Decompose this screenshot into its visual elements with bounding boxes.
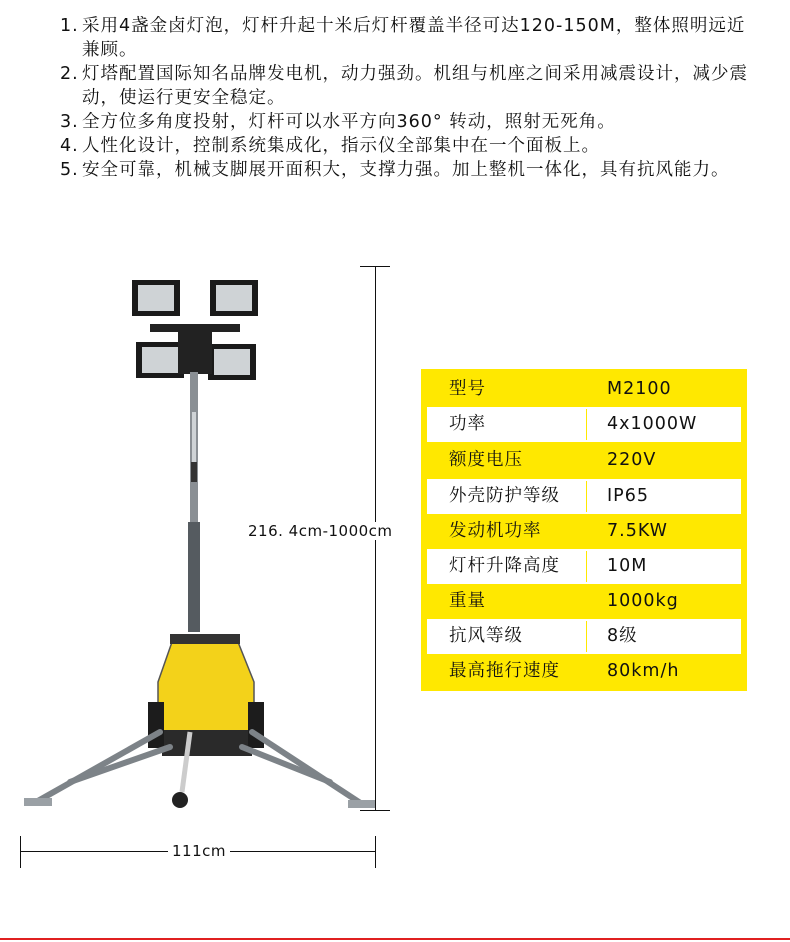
width-dim-left-tick: [20, 836, 21, 868]
spec-label: 外壳防护等级: [449, 486, 560, 506]
feature-text: 全方位多角度投射，灯杆可以水平方向360° 转动，照射无死角。: [82, 112, 616, 132]
spec-row: [421, 443, 747, 478]
mast: [188, 372, 200, 632]
width-dimension-label: 111cm: [168, 842, 230, 860]
spec-value: 10M: [607, 556, 648, 576]
bottom-rule: [0, 938, 790, 940]
spec-row: [421, 584, 747, 619]
lamp-heads: [132, 280, 258, 380]
spec-value: M2100: [607, 379, 672, 399]
feature-text: 人性化设计，控制系统集成化，指示仪全部集中在一个面板上。: [82, 136, 600, 156]
spec-row: [421, 514, 747, 549]
feature-number: 5.: [60, 160, 79, 180]
spec-table: [421, 369, 747, 691]
feature-number: 1.: [60, 16, 79, 36]
spec-label: 抗风等级: [449, 626, 523, 646]
spec-row: [427, 549, 741, 584]
spec-row: [427, 407, 741, 442]
feature-item: [60, 134, 760, 158]
spec-value: IP65: [607, 486, 649, 506]
height-dimension-label: 216. 4cm-1000cm: [248, 522, 393, 540]
feature-number: 2.: [60, 64, 79, 84]
feature-text: 安全可靠，机械支脚展开面积大，支撑力强。加上整机一体化，具有抗风能力。: [82, 160, 730, 180]
spec-value: 4x1000W: [607, 414, 698, 434]
spec-row: [427, 619, 741, 654]
spec-label: 重量: [449, 591, 486, 611]
spec-label: 最高拖行速度: [449, 661, 560, 681]
feature-number: 3.: [60, 112, 79, 132]
feature-text: 灯塔配置国际知名品牌发电机，动力强劲。机组与机座之间采用减震设计，减少震动，使运行更安全稳定。: [82, 64, 748, 108]
spec-value: 7.5KW: [607, 521, 668, 541]
spec-label: 灯杆升降高度: [449, 556, 560, 576]
spec-value: 220V: [607, 450, 657, 470]
feature-number: 4.: [60, 136, 79, 156]
width-dim-right-tick: [375, 836, 376, 868]
spec-label: 型号: [449, 379, 486, 399]
spec-value: 8级: [607, 626, 638, 646]
spec-label: 额度电压: [449, 450, 523, 470]
spec-value: 1000kg: [607, 591, 679, 611]
feature-list: [60, 14, 760, 182]
spec-label: 功率: [449, 414, 486, 434]
feature-item: [60, 158, 760, 182]
spec-value: 80km/h: [607, 661, 680, 681]
leg-feet: [24, 798, 376, 808]
spec-row: [427, 479, 741, 514]
feature-item: [60, 110, 760, 134]
generator-body: [148, 634, 264, 756]
spec-row: [421, 654, 747, 689]
feature-text: 采用4盏金卤灯泡，灯杆升起十米后灯杆覆盖半径可达120-150M，整体照明远近兼顾。: [82, 16, 746, 60]
feature-item: [60, 14, 760, 62]
spec-row: [421, 372, 747, 407]
feature-item: [60, 62, 760, 110]
height-dim-bottom-tick: [360, 810, 390, 811]
light-tower-illustration: [10, 262, 380, 822]
spec-label: 发动机功率: [449, 521, 542, 541]
